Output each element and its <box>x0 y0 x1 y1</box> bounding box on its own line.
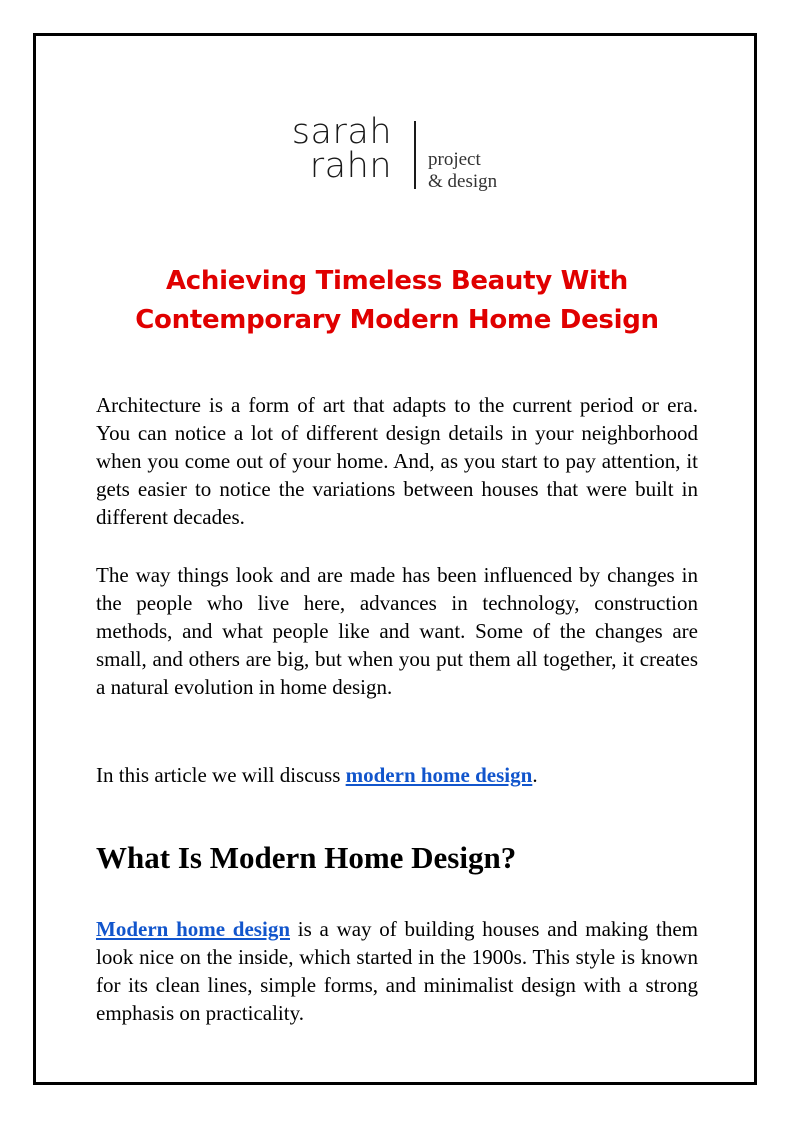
article-intro-period: . <box>532 763 538 787</box>
definition-text: is a way of building houses and making them look nice on the inside, which started in the 1900s. This style is known for its clean lines, simple forms, and minimalist design with a strong emphasis on practicality. <box>96 917 699 1025</box>
logo-name-line1: sarah <box>291 112 392 152</box>
logo-divider <box>414 121 416 189</box>
logo <box>284 112 524 195</box>
document-title <box>96 262 698 340</box>
evolution-paragraph: The way things look and are made has been influenced by changes in the people who live here, advances in technology, construction methods, and what people like and want. Some of the changes are small, and others are big, but when you put them all together, it creates a natural evolution in home design. <box>96 563 698 699</box>
logo-tagline <box>428 149 497 193</box>
logo-name-line2: rahn <box>309 146 392 186</box>
modern-home-design-link[interactable]: modern home design <box>345 763 533 787</box>
title-line2: Contemporary Modern Home Design <box>135 305 659 335</box>
title-line1: Achieving Timeless Beauty With <box>165 266 628 296</box>
logo-name <box>284 112 392 186</box>
article-intro-text: In this article we will discuss <box>96 763 346 787</box>
modern-home-design-definition-link[interactable]: Modern home design <box>96 917 290 941</box>
definition-paragraph <box>96 915 698 1027</box>
logo-tagline-line2: & design <box>428 171 498 192</box>
intro-paragraph: Architecture is a form of art that adapts to the current period or era. You can notice a lot of different design details in your neighborhood when you come out of your home. And, as you start to pay attention, it gets easier to notice the variations between houses that were built in different decades. <box>96 393 698 529</box>
logo-tagline-line1: project <box>428 149 481 170</box>
section-heading: What Is Modern Home Design? <box>96 840 517 875</box>
article-intro-paragraph <box>96 761 698 789</box>
